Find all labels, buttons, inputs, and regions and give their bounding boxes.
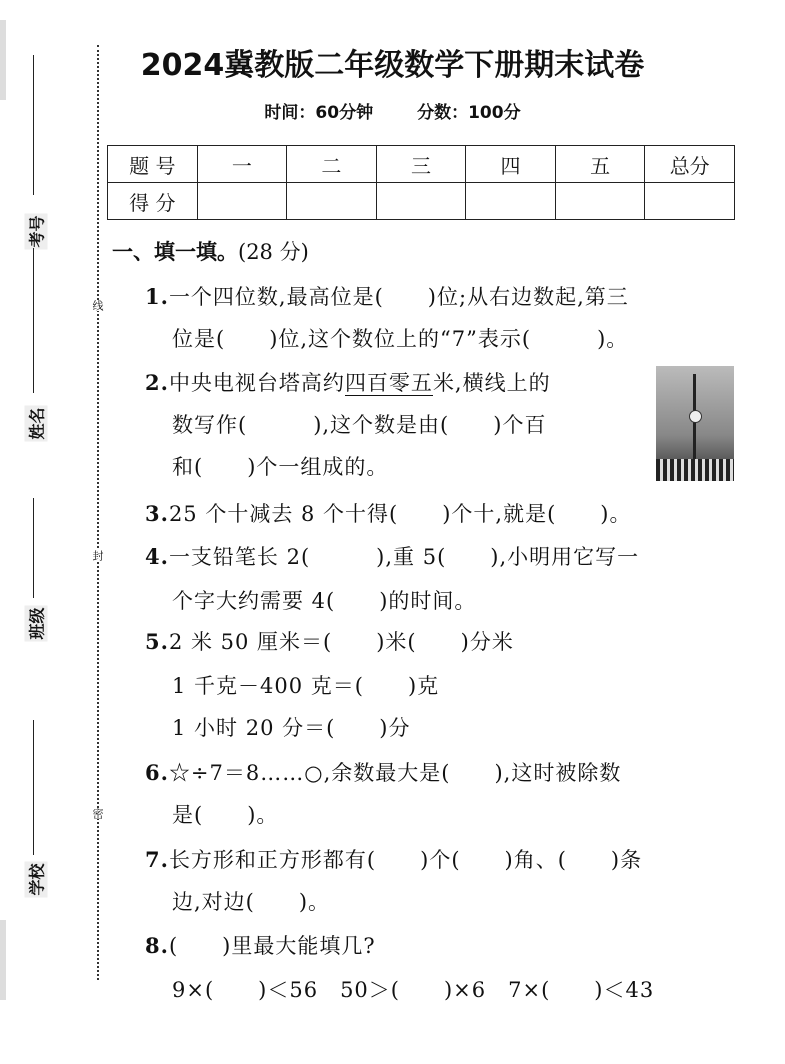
question-text: ( )里最大能填几? (168, 934, 376, 958)
question-line: 和( )个一组成的。 (172, 455, 389, 479)
table-row (108, 183, 735, 220)
question-line: 是( )。 (172, 803, 279, 827)
question-number: 6. (145, 760, 169, 785)
class-label: 班级 (25, 606, 48, 642)
exam-info (0, 98, 785, 123)
table-row (108, 146, 735, 183)
question-text: 25 个十减去 8 个十得( )个十,就是( )。 (168, 502, 632, 526)
question-number: 1. (145, 284, 169, 309)
school-label: 学校 (25, 862, 48, 898)
seal-dotted-line (97, 45, 99, 980)
question-line (145, 367, 551, 397)
question-text-post: 米,横线上的 (432, 371, 551, 395)
header-cell: 一 (197, 146, 287, 183)
question-line: 边,对边( )。 (172, 890, 331, 914)
question-line (145, 281, 629, 311)
seal-char: 线 (91, 300, 104, 311)
question-text: 一个四位数,最高位是( )位;从右边数起,第三 (168, 285, 629, 309)
header-cell: 总分 (645, 146, 735, 183)
section-title: 一、填一填。 (112, 240, 238, 264)
question-line: 9×( )＜56 50＞( )×6 7×( )＜43 (172, 978, 655, 1002)
header-cell: 三 (376, 146, 466, 183)
question-number: 3. (145, 501, 169, 526)
question-text: 一支铅笔长 2( ),重 5( ),小明用它写一 (168, 545, 640, 569)
time-limit: 时间：60分钟 (264, 103, 374, 123)
question-text: 2 米 50 厘米＝( )米( )分米 (168, 630, 514, 654)
question-line (145, 541, 639, 571)
question-text-pre: 中央电视台塔高约 (168, 371, 345, 395)
page-edge (0, 920, 6, 1000)
seal-char: 密 (91, 808, 104, 819)
score-table (107, 145, 735, 220)
question-number: 2. (145, 370, 169, 395)
question-line: 位是( )位,这个数位上的“7”表示( )。 (172, 327, 629, 351)
question-line: 1 千克－400 克＝( )克 (172, 674, 440, 698)
question-text: 长方形和正方形都有( )个( )角、( )条 (168, 848, 643, 872)
seal-char: 封 (91, 550, 104, 561)
section-points: (28 分) (238, 240, 309, 264)
question-line (145, 498, 632, 528)
question-text: ☆÷7＝8……○,余数最大是( ),这时被除数 (168, 761, 622, 785)
question-number: 8. (145, 933, 169, 958)
question-line (145, 844, 642, 874)
name-label: 姓名 (25, 406, 48, 442)
score-cell[interactable] (466, 183, 556, 220)
page-title: 2024冀教版二年级数学下册期末试卷 (140, 48, 645, 83)
question-number: 5. (145, 629, 169, 654)
school-field[interactable] (33, 720, 34, 855)
question-line: 个字大约需要 4( )的时间。 (172, 589, 477, 613)
exam-number-label: 考号 (25, 214, 48, 250)
section-heading (112, 236, 309, 266)
score-cell[interactable] (376, 183, 466, 220)
header-cell: 四 (466, 146, 556, 183)
score-cell[interactable] (287, 183, 377, 220)
score-cell[interactable] (555, 183, 645, 220)
header-cell: 五 (555, 146, 645, 183)
question-line (145, 757, 621, 787)
score-cell[interactable] (197, 183, 287, 220)
total-score: 分数：100分 (417, 103, 521, 123)
name-field[interactable] (33, 248, 34, 393)
question-text-underlined: 四百零五 (344, 371, 433, 395)
question-line: 数写作( ),这个数是由( )个百 (172, 413, 547, 437)
cctv-tower-photo (656, 366, 734, 481)
question-line (145, 930, 376, 960)
header-cell: 二 (287, 146, 377, 183)
header-cell: 题 号 (108, 146, 198, 183)
row-label: 得 分 (108, 183, 198, 220)
score-cell[interactable] (645, 183, 735, 220)
question-line: 1 小时 20 分＝( )分 (172, 716, 411, 740)
question-number: 4. (145, 544, 169, 569)
question-number: 7. (145, 847, 169, 872)
question-line (145, 626, 514, 656)
class-field[interactable] (33, 498, 34, 598)
